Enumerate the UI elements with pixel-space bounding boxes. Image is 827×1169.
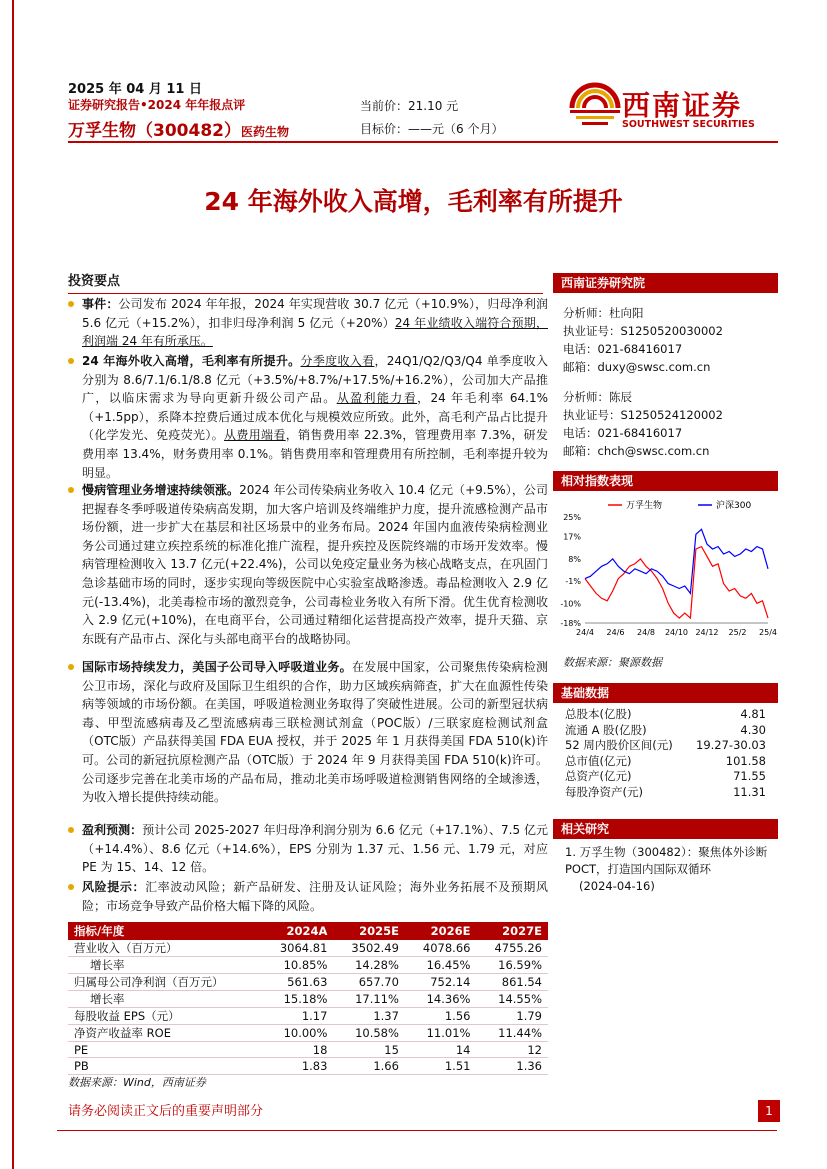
relative-index-chart (553, 495, 778, 645)
analyst1-tel: 电话：021-68416017 (563, 342, 683, 356)
table-row (68, 957, 548, 974)
table-header-cell: 2025E (333, 922, 405, 940)
left-margin-bar (12, 0, 14, 1169)
point-forecast: 盈利预测：预计公司 2025-2027 年归母净利润分别为 6.6 亿元（+17.1%）、7.5 亿元（+14.4%）、8.6 亿元（+14.6%），EPS 分别为 1.37 元、1.56 元、1.79 元，对应 PE 为 15、14、12 倍。 (68, 821, 548, 877)
table-header-cell: 2027E (476, 922, 548, 940)
basic-data-row (553, 785, 778, 801)
current-price: 当前价：21.10 元 (360, 99, 459, 113)
x-tick-label: 24/10 (664, 628, 689, 637)
y-tick-label: -10% (560, 599, 581, 609)
basic-data-label: 每股净资产(元) (565, 784, 643, 799)
index-source: 数据来源：聚源数据 (563, 656, 662, 669)
table-row (68, 1042, 548, 1058)
series-line-1 (585, 529, 768, 593)
related-date: (2024-04-16) (579, 879, 655, 893)
logo-icon (566, 78, 624, 136)
point-chronic: 慢病管理业务增速持续领涨。2024 年公司传染病业务收入 10.4 亿元（+9.5%），公司把握春冬季呼吸道传染病高发期，加大客户培训及终端维护力度，提升流感检测产品市场份额，进一步扩大在基层和社区场景中的业务布局。2024 年国内血液传染病检测业务公司通过建立疾控系统的标准化推广流程，提升疾控及医院终端的市场开发效率。慢病管理检测收入 13.7 亿元(+22.4%)，公司以免疫定量业务为核心战略支点，在巩固门急诊基础市场的同时，逐步实现向等级医院中心实验室战略渗透。毒品检测收入 2.9 亿元(-13.4%)，北美毒检市场的激烈竞争，公司毒检业务收入有所下滑。优生优育检测收入 2.9 亿元(+10%)，在电商平台，公司通过精细化运营提高投产效率，提升天猫、京东既有产品市占、深化与头部电商平台的战略协同。 (68, 481, 548, 648)
table-cell: 归属母公司净利润（百万元） (68, 974, 262, 991)
basic-data-label: 总市值(亿元) (565, 753, 632, 768)
table-row (68, 974, 548, 991)
bullet-icon (68, 664, 74, 670)
basic-data-row (553, 738, 778, 754)
table-cell: 10.85% (262, 957, 334, 974)
footer-divider (57, 1130, 777, 1131)
table-cell: 增长率 (68, 957, 262, 974)
bullet-icon (68, 301, 74, 307)
basic-data-label: 52 周内股价区间(元) (565, 738, 673, 753)
table-cell: 861.54 (476, 974, 548, 991)
basic-data-value: 4.81 (740, 707, 766, 721)
table-header-cell: 指标/年度 (68, 922, 262, 940)
table-cell: 15 (333, 1042, 405, 1058)
basic-data-value: 19.27-30.03 (696, 738, 766, 753)
table-cell: 1.83 (262, 1058, 334, 1074)
report-date: 2025 年 04 月 11 日 (68, 82, 202, 97)
analyst2-mail: 邮箱：chch@swsc.com.cn (563, 444, 710, 458)
table-cell: 14.28% (333, 957, 405, 974)
basic-data-value: 71.55 (733, 769, 766, 784)
analyst1-name: 分析师：杜向阳 (563, 306, 644, 320)
y-tick-label: 8% (568, 554, 581, 564)
legend-label: 万孚生物 (626, 501, 663, 511)
table-cell: 561.63 (262, 974, 334, 991)
logo-text: 西南证券 (622, 89, 743, 122)
basic-data-value: 101.58 (725, 753, 766, 768)
table-header (68, 922, 548, 940)
basic-data-row (553, 723, 778, 739)
table-cell: 4078.66 (405, 940, 477, 957)
table-body (68, 940, 548, 1074)
bullet-icon (68, 358, 74, 364)
table-source: 数据来源：Wind，西南证券 (68, 1076, 206, 1089)
x-tick-label: 25/4 (759, 628, 777, 637)
table-cell: 增长率 (68, 991, 262, 1008)
company-name (68, 116, 289, 141)
related-list (553, 844, 778, 895)
page-number: 1 (758, 1100, 780, 1122)
table-row (68, 1008, 548, 1025)
table-row (68, 940, 548, 957)
institute-header: 西南证券研究院 (553, 273, 778, 293)
basic-data-row (553, 754, 778, 770)
header-divider (68, 141, 778, 143)
basic-data-value: 11.31 (733, 784, 766, 799)
points-heading (68, 270, 543, 294)
basic-data-label: 总股本(亿股) (565, 707, 632, 721)
table-cell: 4755.26 (476, 940, 548, 957)
table-cell: PE (68, 1042, 262, 1058)
table-cell: 10.00% (262, 1025, 334, 1042)
table-cell: 17.11% (333, 991, 405, 1008)
x-tick-label: 24/8 (637, 628, 655, 637)
table-cell: 15.18% (262, 991, 334, 1008)
basic-data-label: 总资产(亿元) (565, 769, 632, 784)
table-cell: 18 (262, 1042, 334, 1058)
bullet-icon (68, 884, 74, 890)
related-header: 相关研究 (553, 819, 778, 839)
company-code: 万孚生物（300482） (68, 121, 241, 141)
y-tick-label: 17% (563, 532, 581, 542)
table-cell: 11.44% (476, 1025, 548, 1042)
x-tick-label: 24/4 (576, 628, 594, 637)
report-type: 证券研究报告•2024 年年报点评 (68, 98, 246, 112)
table-cell: 1.36 (476, 1058, 548, 1074)
basic-data-label: 流通 A 股(亿股) (565, 722, 647, 737)
point-revenue: 24 年海外收入高增，毛利率有所提升。分季度收入看，24Q1/Q2/Q3/Q4 单季度收入分别为 8.6/7.1/6.1/8.8 亿元（+3.5%/+8.7%/+17.5%/+16.2%），公司加大产品推广，以临床需求为导向更新升级公司产品。从盈利能力看，24 年毛利率 64.1%（+1.5pp），系降本控费后通过成本优化与规模效应所致。此外，高毛利产品占比提升（化学发光、免疫荧光）。从费用端看，销售费用率 22.3%，管理费用率 7.3%，研发费用率 13.4%，财务费用率 0.1%。销售费用率和管理费用有所控制，毛利率提升较为明显。 (68, 352, 548, 482)
footer-disclaimer: 请务必阅读正文后的重要声明部分 (68, 1104, 264, 1119)
table-cell: 752.14 (405, 974, 477, 991)
table-header-cell: 2026E (405, 922, 477, 940)
basic-data-value: 4.30 (740, 722, 766, 737)
table-cell: 1.79 (476, 1008, 548, 1025)
basic-data-list (553, 707, 778, 801)
y-tick-label: 25% (563, 513, 581, 522)
point-international: 国际市场持续发力，美国子公司导入呼吸道业务。在发展中国家，公司聚焦传染病检测公卫市场，深化与政府及国际卫生组织的合作，助力区域疾病筛查，扩大在血源性传染病等领域的市场份额。在美国，呼吸道检测业务取得了突破性进展。公司的新型冠状病毒、甲型流感病毒及乙型流感病毒三联检测试剂盒（POC版）/三联家庭检测试剂盒（OTC版）产品获得美国 FDA EUA 授权，并于 2025 年 1 月获得美国 FDA 510(k)许可。公司的新冠抗原检测产品（OTC版）于 2024 年 9 月获得美国 FDA 510(k)许可。公司逐步完善在北美市场的产品布局，推动北美市场呼吸道检测销售网络的全域渗透，为收入增长提供持续动能。 (68, 658, 548, 807)
table-cell: 每股收益 EPS（元） (68, 1008, 262, 1025)
series-line-0 (585, 547, 768, 619)
basic-header: 基础数据 (553, 683, 778, 703)
industry-label: 医药生物 (240, 125, 289, 139)
table-cell: PB (68, 1058, 262, 1074)
table-cell: 1.51 (405, 1058, 477, 1074)
table-cell: 12 (476, 1042, 548, 1058)
table-cell: 3064.81 (262, 940, 334, 957)
table-row (68, 1025, 548, 1042)
basic-data-row (553, 769, 778, 785)
table-row (68, 1058, 548, 1074)
table-cell: 营业收入（百万元） (68, 940, 262, 957)
table-cell: 3502.49 (333, 940, 405, 957)
table-cell: 1.37 (333, 1008, 405, 1025)
table-row (68, 991, 548, 1008)
analyst2-cert: 执业证号：S1250524120002 (563, 408, 723, 422)
table-cell: 净资产收益率 ROE (68, 1025, 262, 1042)
table-header-cell: 2024A (262, 922, 334, 940)
legend-label: 沪深300 (716, 501, 752, 511)
y-tick-label: -1% (565, 577, 581, 587)
point-risk: 风险提示：汇率波动风险；新产品研发、注册及认证风险；海外业务拓展不及预期风险；市场竞争导致产品价格大幅下降的风险。 (68, 878, 548, 915)
table-cell: 11.01% (405, 1025, 477, 1042)
table-cell: 14.36% (405, 991, 477, 1008)
x-tick-label: 25/2 (728, 628, 747, 637)
table-cell: 14.55% (476, 991, 548, 1008)
analyst1-cert: 执业证号：S1250520030002 (563, 324, 723, 338)
y-tick-label: -18% (560, 619, 581, 628)
basic-data-row (553, 707, 778, 723)
analyst2-name: 分析师：陈辰 (563, 390, 632, 404)
logo-subtext: SOUTHWEST SECURITIES (622, 119, 755, 130)
section-title: 投资要点 (68, 270, 543, 294)
analyst2-tel: 电话：021-68416017 (563, 426, 683, 440)
table-cell: 1.56 (405, 1008, 477, 1025)
x-tick-label: 24/6 (606, 628, 625, 637)
target-price: 目标价：——元（6 个月） (360, 122, 504, 136)
table-cell: 657.70 (333, 974, 405, 991)
analyst1-mail: 邮箱：duxy@swsc.com.cn (563, 360, 711, 374)
table-cell: 16.59% (476, 957, 548, 974)
table-cell: 1.17 (262, 1008, 334, 1025)
table-cell: 16.45% (405, 957, 477, 974)
bullet-icon (68, 487, 74, 493)
financial-table (68, 922, 548, 1075)
related-item: 1. 万孚生物（300482）：聚焦体外诊断 POCT，打造国内国际双循环 (565, 845, 768, 876)
report-title: 24 年海外收入高增，毛利率有所提升 (204, 187, 623, 216)
table-cell: 1.66 (333, 1058, 405, 1074)
analyst-info (553, 304, 778, 460)
bullet-icon (68, 827, 74, 833)
x-tick-label: 24/12 (695, 628, 719, 637)
table-cell: 10.58% (333, 1025, 405, 1042)
table-cell: 14 (405, 1042, 477, 1058)
index-header: 相对指数表现 (553, 471, 778, 491)
point-event: 事件：公司发布 2024 年年报，2024 年实现营收 30.7 亿元（+10.9%），归母净利润 5.6 亿元（+15.2%），扣非归母净利润 5 亿元（+20%）24 年业绩收入端符合预期，利润端 24 年有所承压。 (68, 295, 548, 351)
